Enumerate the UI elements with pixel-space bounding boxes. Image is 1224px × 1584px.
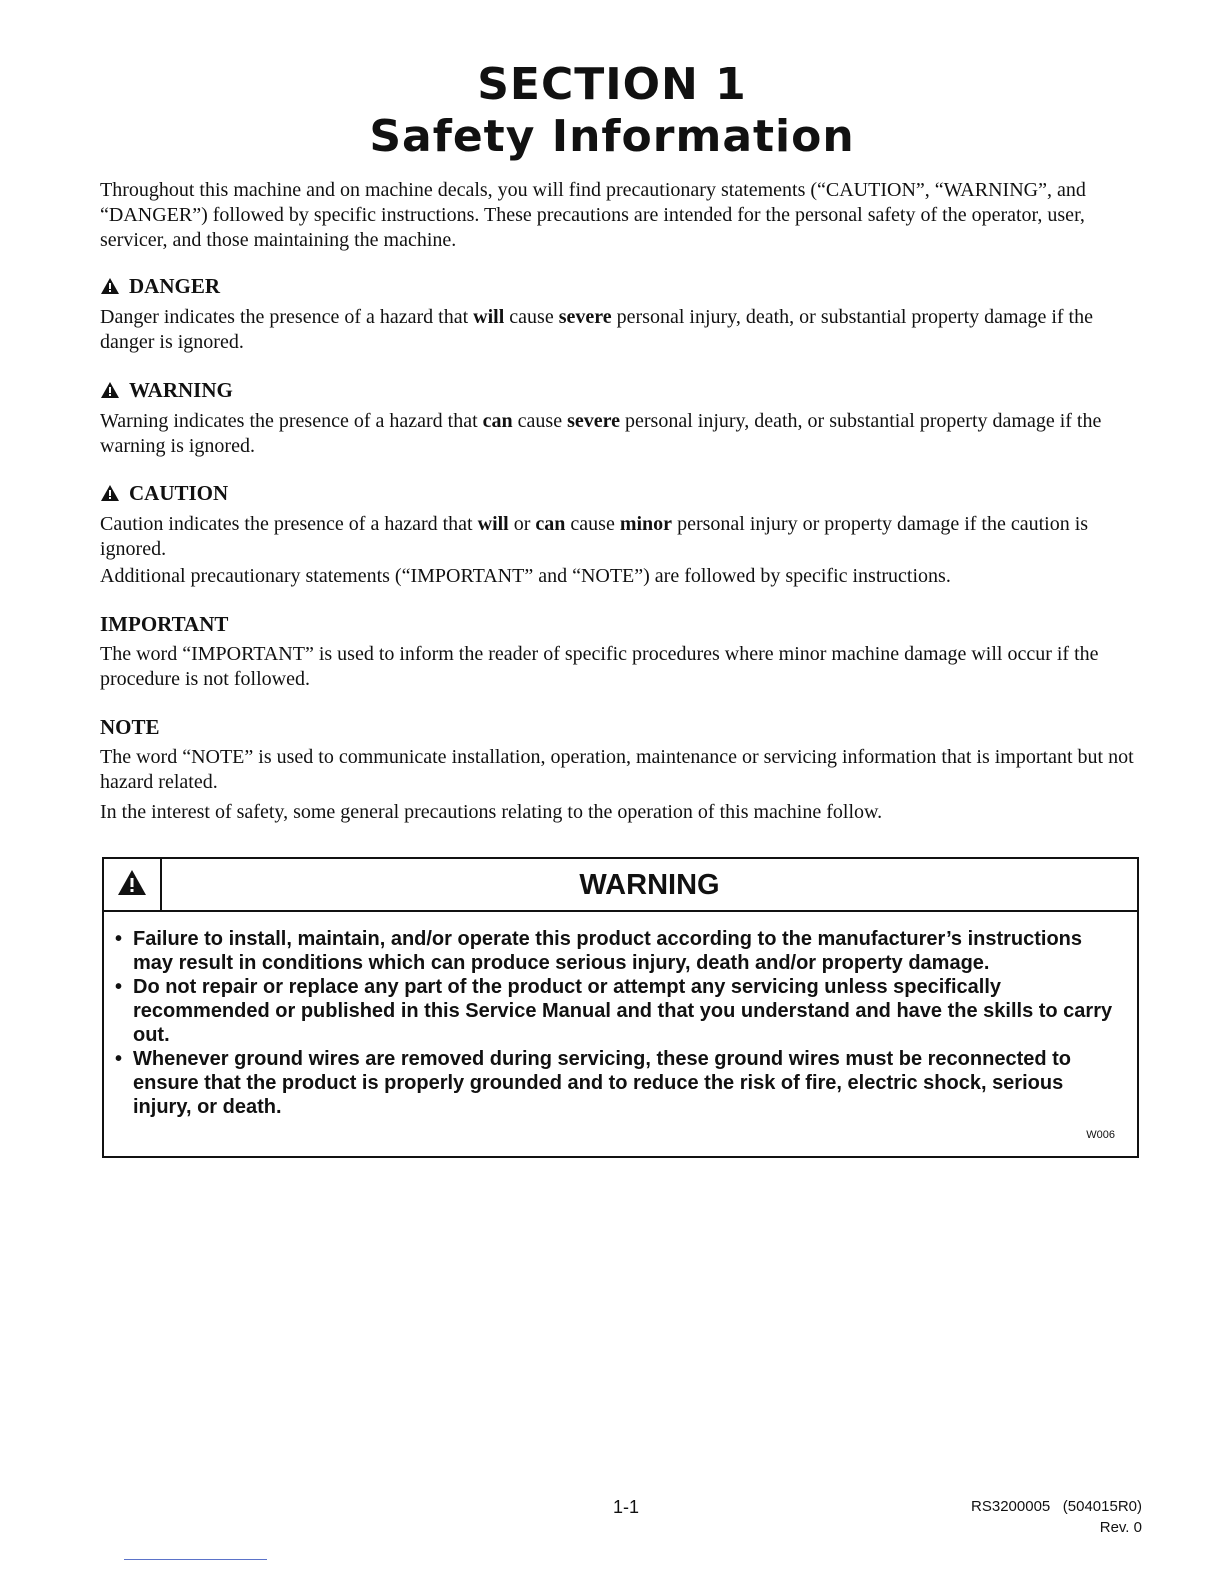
intro-paragraph: Throughout this machine and on machine decals, you will find precautionary statements (“CAUTION”, “WARNING”, and “DANGER”) followed by specific instructions. These precautions are intended for the personal safety of the operator, user, servicer, and those maintaining the machine. — [100, 179, 1086, 251]
warning-code: W006 — [1086, 1129, 1115, 1141]
caution-heading-label: CAUTION — [129, 481, 229, 505]
page-number: 1-1 — [612, 1497, 639, 1517]
warning-box-item: • Whenever ground wires are removed during servicing, these ground wires must be reconnected to ensure that the product is properly grounded and to reduce the risk of fire, electric shock, serious injury, or death. — [114, 1047, 1124, 1119]
warning-box-header — [104, 859, 1137, 912]
note-heading: NOTE — [100, 715, 160, 739]
warning-triangle-icon — [100, 277, 120, 295]
warning-box-icon-cell — [104, 859, 162, 910]
warning-triangle-icon — [100, 381, 120, 399]
interest-statement: In the interest of safety, some general precautions relating to the operation of this machine follow. — [100, 801, 883, 823]
section-title: Safety Information — [369, 111, 855, 162]
danger-description: Danger indicates the presence of a hazard that will cause severe personal injury, death, or substantial property damage if the danger is ignored. — [100, 306, 1093, 353]
warning-heading — [100, 378, 233, 402]
revision: Rev. 0 — [1099, 1519, 1142, 1536]
important-description: The word “IMPORTANT” is used to inform the reader of specific procedures where minor machine damage will occur if the procedure is not followed. — [100, 643, 1099, 690]
caution-heading — [100, 481, 228, 505]
important-heading: IMPORTANT — [100, 612, 229, 636]
section-number: SECTION 1 — [477, 59, 747, 110]
warning-box-item: • Do not repair or replace any part of the product or attempt any servicing unless specifically recommended or published in this Service Manual and that you understand and have the skills to carry out. — [114, 975, 1124, 1047]
caution-description: Caution indicates the presence of a hazard that will or can cause minor personal injury or property damage if the caution is ignored. — [100, 513, 1089, 560]
warning-triangle-icon — [117, 869, 147, 901]
warning-description: Warning indicates the presence of a hazard that can cause severe personal injury, death, or substantial property damage if the warning is ignored. — [100, 410, 1102, 457]
warning-triangle-icon — [100, 484, 120, 502]
warning-heading-label: WARNING — [129, 378, 233, 402]
warning-box-item: • Failure to install, maintain, and/or operate this product according to the manufacturer’s instructions may result in conditions which can produce serious injury, death and/or property damage. — [114, 927, 1124, 975]
warning-box-title: WARNING — [579, 869, 720, 901]
additional-statement: Additional precautionary statements (“IMPORTANT” and “NOTE”) are followed by specific instructions. — [100, 565, 951, 587]
danger-heading — [100, 274, 220, 298]
divider-line — [124, 1559, 267, 1560]
note-description: The word “NOTE” is used to communicate installation, operation, maintenance or servicing information that is important but not hazard related. — [100, 746, 1134, 793]
warning-box — [102, 857, 1139, 1158]
document-number — [971, 1496, 1142, 1538]
warning-box-list — [114, 927, 1124, 1119]
danger-heading-label: DANGER — [129, 274, 221, 298]
document-id: RS3200005 (504015R0) — [971, 1498, 1142, 1515]
